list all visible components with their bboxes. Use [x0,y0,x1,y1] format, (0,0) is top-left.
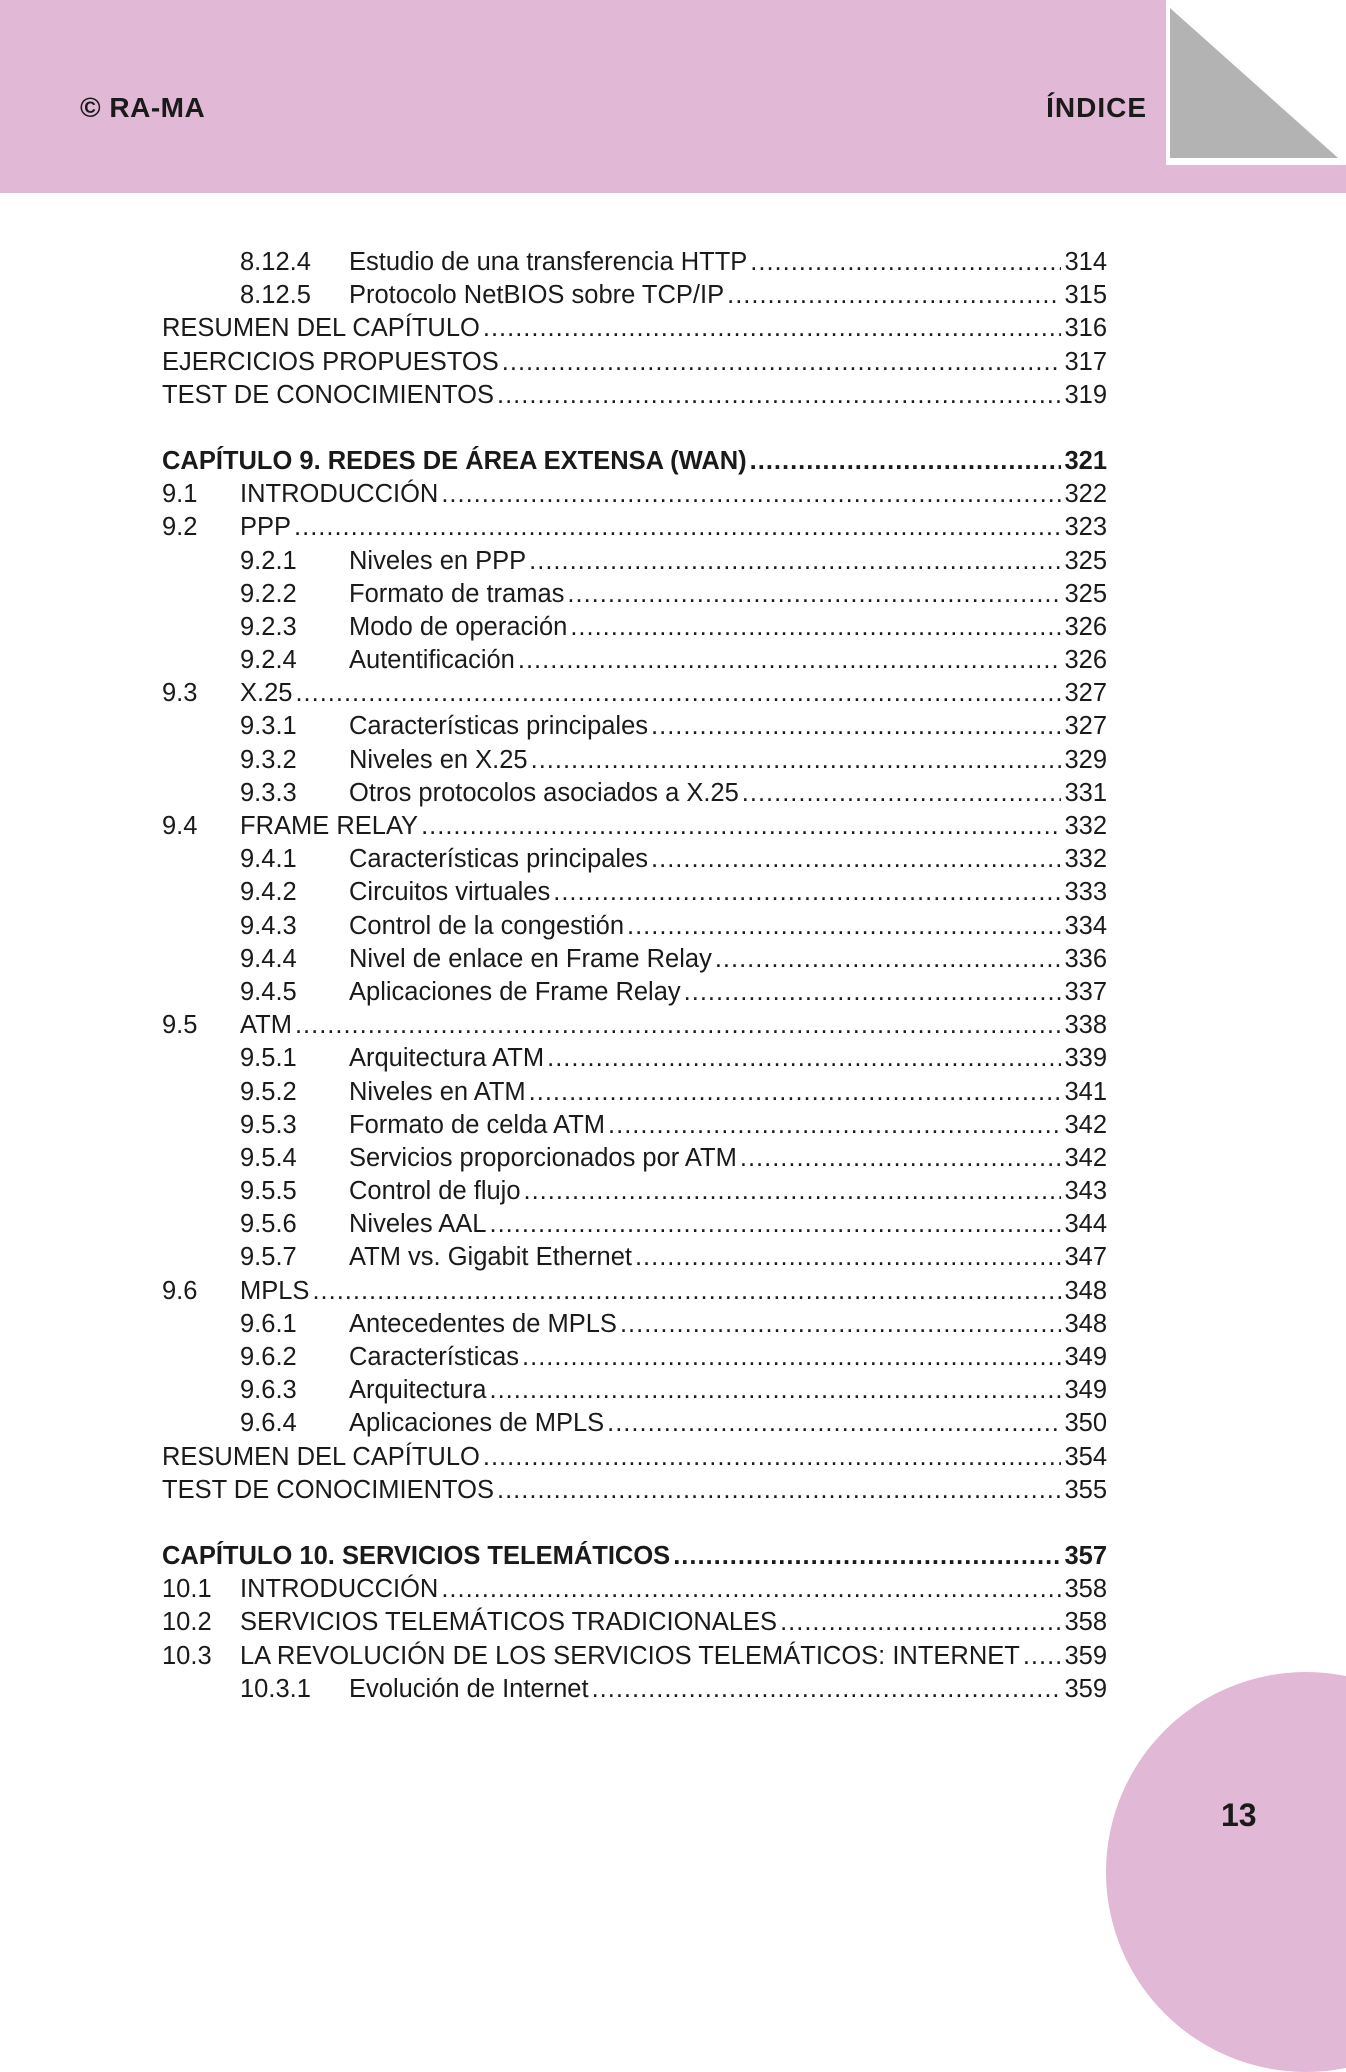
toc-entry[interactable] [162,480,1107,513]
toc-entry-page: 339 [1064,1044,1107,1073]
toc-entry-title: Antecedentes de MPLS [349,1309,617,1338]
table-of-contents [162,248,1107,1708]
toc-entry-page: 327 [1064,712,1107,741]
toc-entry-title: Características [349,1343,520,1371]
toc-entry[interactable] [162,1144,1107,1177]
dot-leader [295,1011,1062,1040]
toc-entry[interactable] [162,1443,1107,1476]
toc-entry-title: CAPÍTULO 10. SERVICIOS TELEMÁTICOS [162,1541,671,1570]
toc-chapter-entry[interactable] [162,1542,1107,1575]
toc-entry-title: EJERCICIOS PROPUESTOS [162,347,499,376]
dot-leader [421,812,1061,841]
dot-leader [607,1409,1061,1438]
toc-entry-page: 314 [1064,248,1107,276]
toc-entry-title: TEST DE CONOCIMIENTOS [162,1475,495,1504]
dot-leader [295,679,1061,708]
dot-leader [441,1575,1061,1604]
toc-entry-title: Niveles en PPP [349,546,527,575]
dot-leader [740,1144,1062,1173]
dot-leader [497,1476,1061,1505]
toc-entry-title: Arquitectura ATM [349,1044,545,1073]
toc-entry-title: Niveles AAL [349,1210,487,1239]
toc-entry-title: INTRODUCCIÓN [240,480,439,509]
toc-entry-title: Nivel de enlace en Frame Relay [349,944,712,973]
toc-entry-page: 357 [1064,1541,1107,1570]
toc-entry-title: X.25 [240,679,293,708]
toc-entry-number: 9.5.1 [240,1044,297,1073]
toc-entry-title: Características principales [349,712,649,741]
toc-entry[interactable] [162,945,1107,978]
toc-entry[interactable] [162,580,1107,613]
toc-entry-page: 316 [1064,314,1107,343]
dot-leader [490,1210,1062,1239]
toc-entry-page: 325 [1064,579,1107,608]
toc-entry-page: 343 [1064,1177,1107,1206]
toc-entry-number: 9.1 [162,480,198,509]
toc-entry-page: 325 [1064,546,1107,575]
toc-entry-title: Modo de operación [349,612,568,641]
toc-entry-number: 10.3.1 [240,1674,311,1703]
toc-entry-page: 326 [1064,646,1107,675]
toc-entry-title: CAPÍTULO 9. REDES DE ÁREA EXTENSA (WAN) [162,446,747,475]
dot-leader [651,845,1061,874]
toc-entry-number: 8.12.5 [240,281,311,310]
toc-entry-page: 331 [1064,778,1107,807]
toc-entry-title: Protocolo NetBIOS sobre TCP/IP [349,281,725,310]
toc-entry-title: RESUMEN DEL CAPÍTULO [162,314,480,343]
toc-entry[interactable] [162,1376,1107,1409]
page-corner-fold-icon [1166,0,1346,165]
toc-entry[interactable] [162,1476,1107,1509]
toc-entry-page: 354 [1064,1442,1107,1471]
toc-entry[interactable] [162,1675,1107,1708]
toc-entry[interactable] [162,878,1107,911]
toc-entry-number: 9.2.3 [240,612,297,641]
toc-entry-page: 323 [1064,513,1107,542]
dot-leader [742,779,1062,808]
toc-entry-title: ATM vs. Gigabit Ethernet [349,1243,632,1272]
dot-leader [497,381,1061,410]
toc-entry-title: Aplicaciones de MPLS [349,1409,605,1438]
toc-entry-number: 9.2 [162,513,198,542]
toc-entry-page: 338 [1064,1011,1107,1040]
dot-leader [651,712,1061,741]
dot-leader [620,1310,1062,1339]
toc-entry-page: 342 [1064,1110,1107,1139]
toc-entry[interactable] [162,348,1107,381]
toc-entry-title: PPP [240,513,292,542]
publisher-label: © RA-MA [80,92,206,123]
toc-entry[interactable] [162,1575,1107,1608]
toc-entry-title: Arquitectura [349,1376,487,1405]
toc-entry[interactable] [162,978,1107,1011]
toc-entry[interactable] [162,912,1107,945]
toc-entry-title: FRAME RELAY [240,812,419,840]
toc-entry-page: 342 [1064,1143,1107,1172]
toc-entry-title: INTRODUCCIÓN [240,1575,439,1604]
toc-entry-title: Aplicaciones de Frame Relay [349,977,681,1006]
dot-leader [518,646,1062,675]
dot-leader [684,978,1062,1007]
toc-entry-number: 9.5 [162,1011,198,1040]
toc-entry[interactable] [162,679,1107,712]
toc-entry-page: 347 [1064,1243,1107,1272]
toc-entry[interactable] [162,646,1107,679]
toc-entry-title: Formato de celda ATM [349,1110,606,1139]
toc-entry-title: Características principales [349,845,649,874]
toc-entry-title: Autentificación [349,646,515,675]
toc-entry-title: Control de flujo [349,1177,521,1206]
toc-entry-number: 10.3 [162,1641,212,1670]
toc-entry-page: 349 [1064,1343,1107,1371]
section-title: ÍNDICE [1046,92,1147,123]
toc-entry-page: 358 [1064,1608,1107,1637]
toc-entry-title: Evolución de Internet [349,1674,589,1703]
dot-leader [1023,1642,1062,1671]
toc-entry[interactable] [162,746,1107,779]
toc-entry-page: 326 [1064,612,1107,641]
toc-entry[interactable] [162,381,1107,414]
toc-entry-title: Otros protocolos asociados a X.25 [349,778,739,807]
toc-entry-page: 327 [1064,679,1107,708]
toc-entry-title: TEST DE CONOCIMIENTOS [162,380,495,409]
dot-leader [592,1675,1062,1704]
dot-leader [529,1078,1062,1107]
toc-entry-page: 359 [1064,1641,1107,1670]
toc-entry[interactable] [162,712,1107,745]
toc-entry-number: 9.2.1 [240,546,297,575]
toc-entry-number: 9.3.1 [240,712,297,741]
toc-entry-page: 334 [1064,911,1107,940]
toc-entry-number: 9.4.4 [240,944,297,973]
page-number-circle [1106,1672,1346,2072]
toc-entry-number: 9.6.1 [240,1309,297,1338]
toc-entry[interactable] [162,547,1107,580]
toc-entry-page: 333 [1064,878,1107,907]
toc-entry-number: 9.4 [162,812,198,840]
toc-entry-number: 9.3.3 [240,778,297,807]
dot-leader [441,480,1061,509]
dot-leader [750,447,1062,476]
toc-entry[interactable] [162,1111,1107,1144]
dot-leader [608,1111,1061,1140]
toc-entry-title: Niveles en ATM [349,1077,526,1106]
toc-entry-page: 319 [1064,380,1107,409]
toc-entry[interactable] [162,1310,1107,1343]
toc-entry-page: 348 [1064,1309,1107,1338]
toc-entry-title: Estudio de una transferencia HTTP [349,248,748,276]
toc-entry[interactable] [162,314,1107,347]
toc-entry-page: 359 [1064,1674,1107,1703]
dot-leader [502,348,1062,377]
dot-leader [727,281,1061,310]
dot-leader [483,1443,1062,1472]
dot-leader [570,613,1061,642]
toc-entry-number: 9.3.2 [240,745,297,774]
toc-entry-number: 9.2.4 [240,646,297,675]
toc-entry[interactable] [162,613,1107,646]
toc-entry-page: 322 [1064,480,1107,509]
toc-entry[interactable] [162,1177,1107,1210]
dot-leader [567,580,1061,609]
toc-entry[interactable] [162,1210,1107,1243]
toc-entry-page: 336 [1064,944,1107,973]
dot-leader [780,1608,1061,1637]
toc-entry-title: Formato de tramas [349,579,565,608]
toc-entry-title: Niveles en X.25 [349,745,528,774]
dot-leader [673,1542,1061,1571]
toc-entry-page: 349 [1064,1376,1107,1405]
toc-entry[interactable] [162,1044,1107,1077]
dot-leader [522,1343,1061,1372]
toc-entry[interactable] [162,1642,1107,1675]
dot-leader [529,547,1061,576]
toc-entry[interactable] [162,1409,1107,1442]
dot-leader [715,945,1062,974]
dot-leader [490,1376,1062,1405]
dot-leader [531,746,1062,775]
toc-entry-number: 9.6.2 [240,1343,297,1371]
toc-entry-title: SERVICIOS TELEMÁTICOS TRADICIONALES [240,1608,778,1637]
dot-leader [627,912,1061,941]
toc-entry-number: 10.1 [162,1575,212,1604]
toc-entry[interactable] [162,1343,1107,1376]
toc-entry-title: ATM [240,1011,292,1040]
toc-entry-page: 350 [1064,1409,1107,1438]
toc-entry-number: 9.4.5 [240,977,297,1006]
toc-entry-page: 358 [1064,1575,1107,1604]
toc-entry-page: 337 [1064,977,1107,1006]
toc-entry-number: 9.4.3 [240,911,297,940]
toc-entry-number: 9.6.3 [240,1376,297,1405]
toc-entry[interactable] [162,281,1107,314]
toc-entry-number: 9.5.3 [240,1110,297,1139]
toc-entry-number: 9.5.2 [240,1077,297,1106]
toc-entry-title: Servicios proporcionados por ATM [349,1143,737,1172]
toc-entry-page: 332 [1064,845,1107,874]
toc-entry-title: MPLS [240,1276,310,1305]
toc-entry-number: 9.3 [162,679,198,708]
toc-entry-title: RESUMEN DEL CAPÍTULO [162,1442,480,1471]
dot-leader [635,1243,1061,1272]
toc-chapter-entry[interactable] [162,447,1107,480]
page-header [0,0,1346,193]
toc-entry-number: 10.2 [162,1608,212,1637]
dot-leader [483,314,1062,343]
toc-entry-title: Circuitos virtuales [349,878,551,907]
toc-entry[interactable] [162,1277,1107,1310]
toc-entry-title: LA REVOLUCIÓN DE LOS SERVICIOS TELEMÁTICOS: INTERNET [240,1641,1020,1670]
dot-leader [547,1044,1061,1073]
toc-entry-title: Control de la congestión [349,911,625,940]
toc-entry-number: 9.6.4 [240,1409,297,1438]
toc-entry[interactable] [162,1608,1107,1641]
toc-entry-page: 332 [1064,812,1107,840]
page-number: 13 [1221,1797,1257,1833]
toc-entry[interactable] [162,812,1107,845]
toc-entry[interactable] [162,248,1107,281]
toc-entry[interactable] [162,845,1107,878]
toc-entry-number: 9.6 [162,1276,198,1305]
dot-leader [312,1277,1061,1306]
toc-entry-page: 355 [1064,1475,1107,1504]
dot-leader [553,878,1061,907]
toc-entry-number: 9.4.2 [240,878,297,907]
toc-entry[interactable] [162,779,1107,812]
toc-entry-number: 9.5.4 [240,1143,297,1172]
dot-leader [750,248,1061,277]
toc-entry-number: 9.4.1 [240,845,297,874]
toc-entry-page: 315 [1064,281,1107,310]
toc-entry[interactable] [162,513,1107,546]
toc-entry-page: 348 [1064,1276,1107,1305]
toc-entry-number: 9.5.7 [240,1243,297,1272]
toc-entry-page: 341 [1064,1077,1107,1106]
toc-entry-page: 344 [1064,1210,1107,1239]
toc-entry-page: 321 [1064,446,1107,475]
dot-leader [294,513,1061,542]
toc-entry-number: 9.2.2 [240,579,297,608]
toc-entry-page: 317 [1064,347,1107,376]
toc-entry[interactable] [162,1078,1107,1111]
dot-leader [524,1177,1062,1206]
toc-entry-number: 9.5.6 [240,1210,297,1239]
toc-entry-number: 9.5.5 [240,1177,297,1206]
toc-entry-page: 329 [1064,745,1107,774]
toc-entry-number: 8.12.4 [240,248,311,276]
toc-entry[interactable] [162,1243,1107,1276]
toc-entry[interactable] [162,1011,1107,1044]
